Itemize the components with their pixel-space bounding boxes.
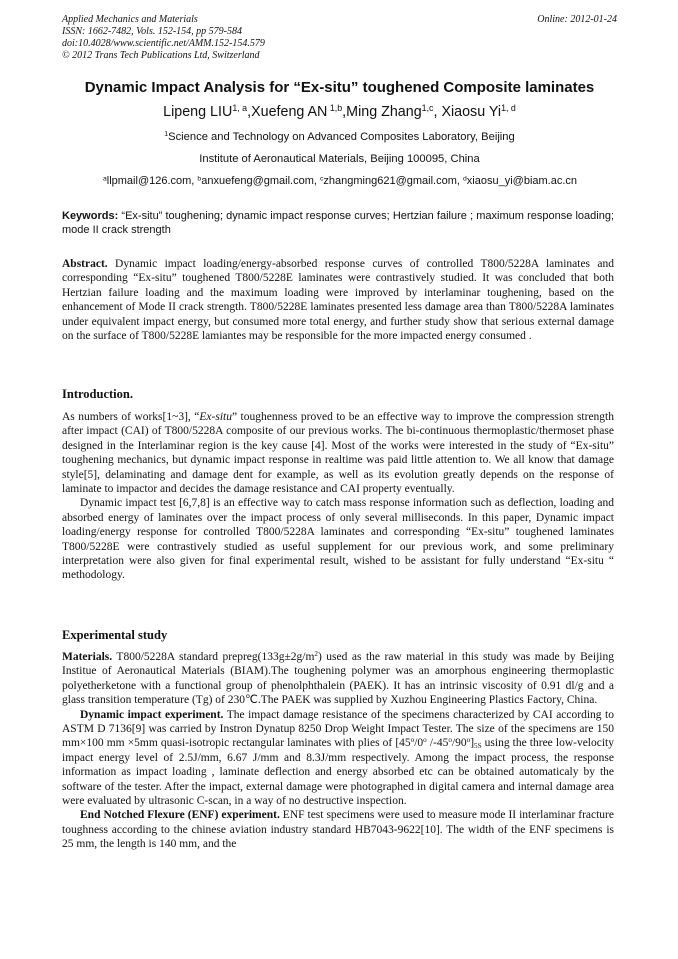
keywords-text: “Ex-situ” toughening; dynamic impact response curves; Hertzian failure ; maximum response loading; mode II crack strength	[62, 210, 614, 236]
copyright-line: © 2012 Trans Tech Publications Ltd, Switzerland	[62, 50, 260, 61]
intro-paragraph-2: Dynamic impact test [6,7,8] is an effective way to catch mass response information such as deflection, loading and absorbed energy of laminates over the impact process of only several milliseconds. In this paper, Dynamic impact loading/energy response for controlled T800/5228A laminates and corresponding “Ex-situ” toughened laminates T800/5228E were contrastively studied as useful supplement for our previous work, and some preliminary interpretation were also given for final experimental result, wished to be assistant for fully understand “Ex-situ “ methodology.	[62, 497, 614, 582]
enf-label: End Notched Flexure (ENF) experiment.	[80, 809, 280, 822]
dynamic-impact-paragraph	[62, 708, 614, 809]
abstract-text: Dynamic impact loading/energy-absorbed response curves of controlled T800/5228A laminates and corresponding “Ex-situ” toughened T800/5228E laminates were contrastively studied. It was concluded that both Hertzian failure loading and the maximum loading were improved by interlaminar toughening, based on the enhancement of Mode II crack strength. T800/5228E laminates presented less damage area than T800/5228A laminates under equivalent impact energy, but consumed more total energy, and further study show that serious external damage on the surface of T800/5228E lamiantes may be responsible for the more impacted energy consumed .	[62, 258, 614, 343]
introduction-body	[62, 410, 614, 583]
email-list	[40, 174, 640, 188]
dynamic-text: /-45	[426, 737, 449, 750]
affiliation-mark: 1	[164, 131, 169, 139]
author-separator: ,	[342, 104, 347, 120]
journal-name: Applied Mechanics and Materials	[62, 14, 198, 25]
dynamic-text: using the three low-velocity impact energy level of 2.5J/mm, 6.67 J/mm and 8.3J/mm respectively. Among the impact process, the response information as impact loading , laminate deflection and energy absorbed etc can be obtained automaticaly by the software of the tester. After the impact, external damage were photographed in digital camera and internal damage area were evaluated by ultrasonic C-scan, in a way of no destructive inspection.	[62, 737, 614, 808]
email-mark: b	[197, 175, 202, 183]
materials-text: ) used as the raw material in this study was made by Beijing Institue of Aeronautical Materials (BIAM).The toughening polymer was an amorphous engineering thermoplastic polyetherketone with a functional group of phenolphthalein (PAEK). It has an intrinsic viscosity of 0.91 dl/g and a glass transition temperature (Tg) of 230℃.The PAEK was supplied by Xuzhou Engineering Plastics Factory, China.	[62, 651, 614, 707]
email-mark: a	[102, 175, 107, 183]
author-name: Ming Zhang	[346, 104, 422, 120]
email-mark: c	[320, 175, 324, 183]
intro-text: ” toughenness proved to be an effective way to improve the compression strength after impact (CAI) of T800/5228A composite of our previous works. The bi-continuous thermoplastic/thermoset phase designed in the Interlaminar region is the key cause [4]. Most of the works were interested in the study of “Ex-situ” toughening mechanics, but dynamic impact response in realtime was paid little attention to. We all know that damage style[5], delaminating and damage dent for example, as well as its evolution greatly depends on the response of laminate to impactor and decides the damage resistance and CAI property eventually.	[62, 411, 615, 496]
dynamic-text: /0	[414, 737, 424, 750]
issn-line: ISSN: 1662-7482, Vols. 152-154, pp 579-584	[62, 26, 242, 37]
author-name: Xuefeng AN	[251, 104, 328, 120]
email-mark: d	[463, 175, 467, 183]
abstract-block	[62, 257, 614, 343]
experimental-heading: Experimental study	[62, 628, 168, 642]
author-separator: ,	[433, 104, 442, 120]
author-list	[62, 102, 617, 122]
author-separator: ,	[247, 104, 252, 120]
intro-paragraph-1	[62, 410, 614, 496]
author-name: Lipeng LIU	[163, 104, 233, 120]
intro-text: As numbers of works[1~3], “	[62, 411, 200, 423]
author-affiliation-mark: 1,b	[327, 103, 343, 114]
materials-text: T800/5228A standard prepreg(133g±2g/m	[112, 651, 315, 663]
journal-header	[62, 14, 617, 62]
online-date: Online: 2012-01-24	[537, 14, 617, 25]
keywords-label: Keywords:	[62, 210, 119, 222]
dynamic-text: /90	[451, 737, 467, 750]
affiliation-line-2: Institute of Aeronautical Materials, Beijing 100095, China	[199, 153, 480, 165]
degree-mark: o	[410, 736, 415, 745]
materials-paragraph	[62, 650, 614, 708]
materials-superscript: 2	[314, 650, 318, 659]
introduction-heading: Introduction.	[62, 387, 133, 401]
author-affiliation-mark: 1, d	[501, 103, 516, 114]
enf-text: ENF test specimens were used to measure mode II interlaminar fracture toughness according to the chinese aviation industry standard HB7043-9622[10]. The width of the ENF specimens is 25 mm, the length is 140 mm, and the	[62, 809, 614, 851]
abstract-label: Abstract.	[62, 258, 108, 270]
email-address: xiaosu_yi@biam.ac.cn	[466, 175, 578, 187]
email-address: zhangming621@gmail.com,	[323, 175, 463, 187]
paper-title: Dynamic Impact Analysis for “Ex-situ” toughened Composite laminates	[84, 79, 595, 96]
email-address: anxuefeng@gmail.com,	[201, 175, 321, 187]
dynamic-text: ]	[470, 737, 475, 750]
degree-mark: o	[466, 736, 471, 745]
degree-mark: o	[423, 736, 427, 745]
degree-mark: o	[448, 736, 452, 745]
author-affiliation-mark: 1, a	[232, 103, 248, 114]
intro-emphasis: Ex-situ	[199, 411, 232, 423]
layup-subscript: 5S	[474, 742, 482, 751]
materials-label: Materials.	[62, 651, 113, 663]
dynamic-impact-label: Dynamic impact experiment.	[80, 708, 224, 721]
dynamic-text: The impact damage resistance of the specimens characterized by CAI according to ASTM D 7136[9] was carried by Instron Dynatup 8250 Drop Weight Impact Tester. The size of the specimens are 150 mm×100 mm ×5mm quasi-isotropic rectangular laminates with plies of [45	[62, 708, 614, 750]
keywords-block	[62, 209, 614, 237]
author-affiliation-mark: 1,c	[421, 103, 434, 114]
affiliation-line-1	[62, 130, 617, 144]
doi-line: doi:10.4028/www.scientific.net/AMM.152-154.579	[62, 38, 265, 49]
experimental-body	[62, 650, 614, 852]
affiliation-text: Science and Technology on Advanced Composites Laboratory, Beijing	[168, 131, 515, 143]
enf-paragraph	[62, 808, 614, 851]
email-address: llpmail@126.com,	[106, 175, 198, 187]
author-name: Xiaosu Yi	[441, 104, 502, 120]
